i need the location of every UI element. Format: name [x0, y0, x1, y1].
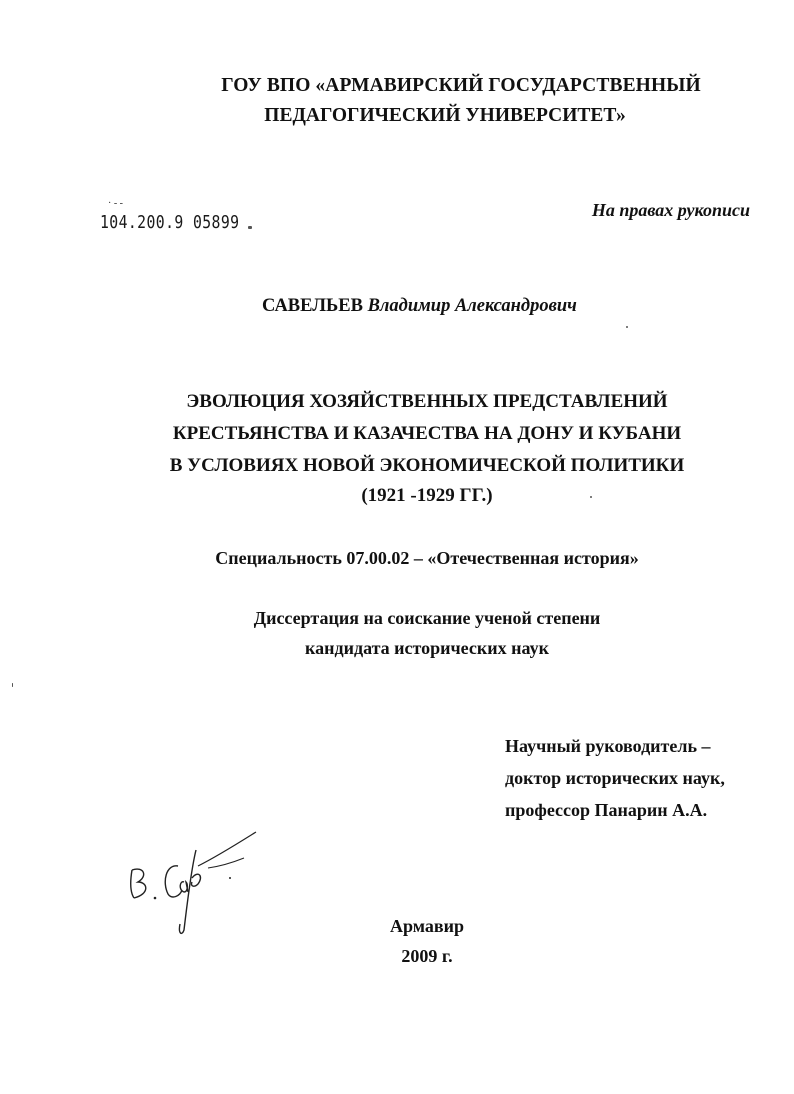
scan-speck	[12, 683, 13, 687]
author-given-names: Владимир Александрович	[367, 296, 577, 316]
thesis-title-line-1: ЭВОЛЮЦИЯ ХОЗЯЙСТВЕННЫХ ПРЕДСТАВЛЕНИЙ	[186, 391, 668, 412]
thesis-title-years: (1921 -1929 ГГ.)	[361, 485, 493, 506]
degree-line-2: кандидата исторических наук	[305, 638, 549, 658]
supervisor-line-1: Научный руководитель –	[505, 736, 711, 756]
degree-line-1: Диссертация на соискание ученой степени	[253, 608, 601, 628]
year: 2009 г.	[401, 946, 453, 966]
thesis-title-line-3: В УСЛОВИЯХ НОВОЙ ЭКОНОМИЧЕСКОЙ ПОЛИТИКИ	[169, 455, 685, 476]
scan-speck	[248, 226, 252, 229]
scan-speck	[590, 496, 592, 498]
institution-line-2: ПЕДАГОГИЧЕСКИЙ УНИВЕРСИТЕТ»	[264, 105, 626, 126]
author-name	[262, 296, 577, 317]
stamp-mark: · - -	[108, 198, 123, 209]
thesis-title-line-2: КРЕСТЬЯНСТВА И КАЗАЧЕСТВА НА ДОНУ И КУБАНИ	[172, 423, 682, 444]
rights-note: На правах рукописи	[591, 200, 750, 220]
author-surname: САВЕЛЬЕВ	[262, 296, 363, 316]
scan-speck	[626, 326, 628, 328]
supervisor-line-3: профессор Панарин А.А.	[505, 800, 708, 820]
place: Армавир	[390, 916, 464, 936]
registration-stamp: 104.200.9 05899	[100, 212, 240, 233]
specialty: Специальность 07.00.02 – «Отечественная история»	[215, 548, 639, 568]
institution-line-1: ГОУ ВПО «АРМАВИРСКИЙ ГОСУДАРСТВЕННЫЙ	[221, 75, 701, 96]
supervisor-line-2: доктор исторических наук,	[505, 768, 725, 788]
